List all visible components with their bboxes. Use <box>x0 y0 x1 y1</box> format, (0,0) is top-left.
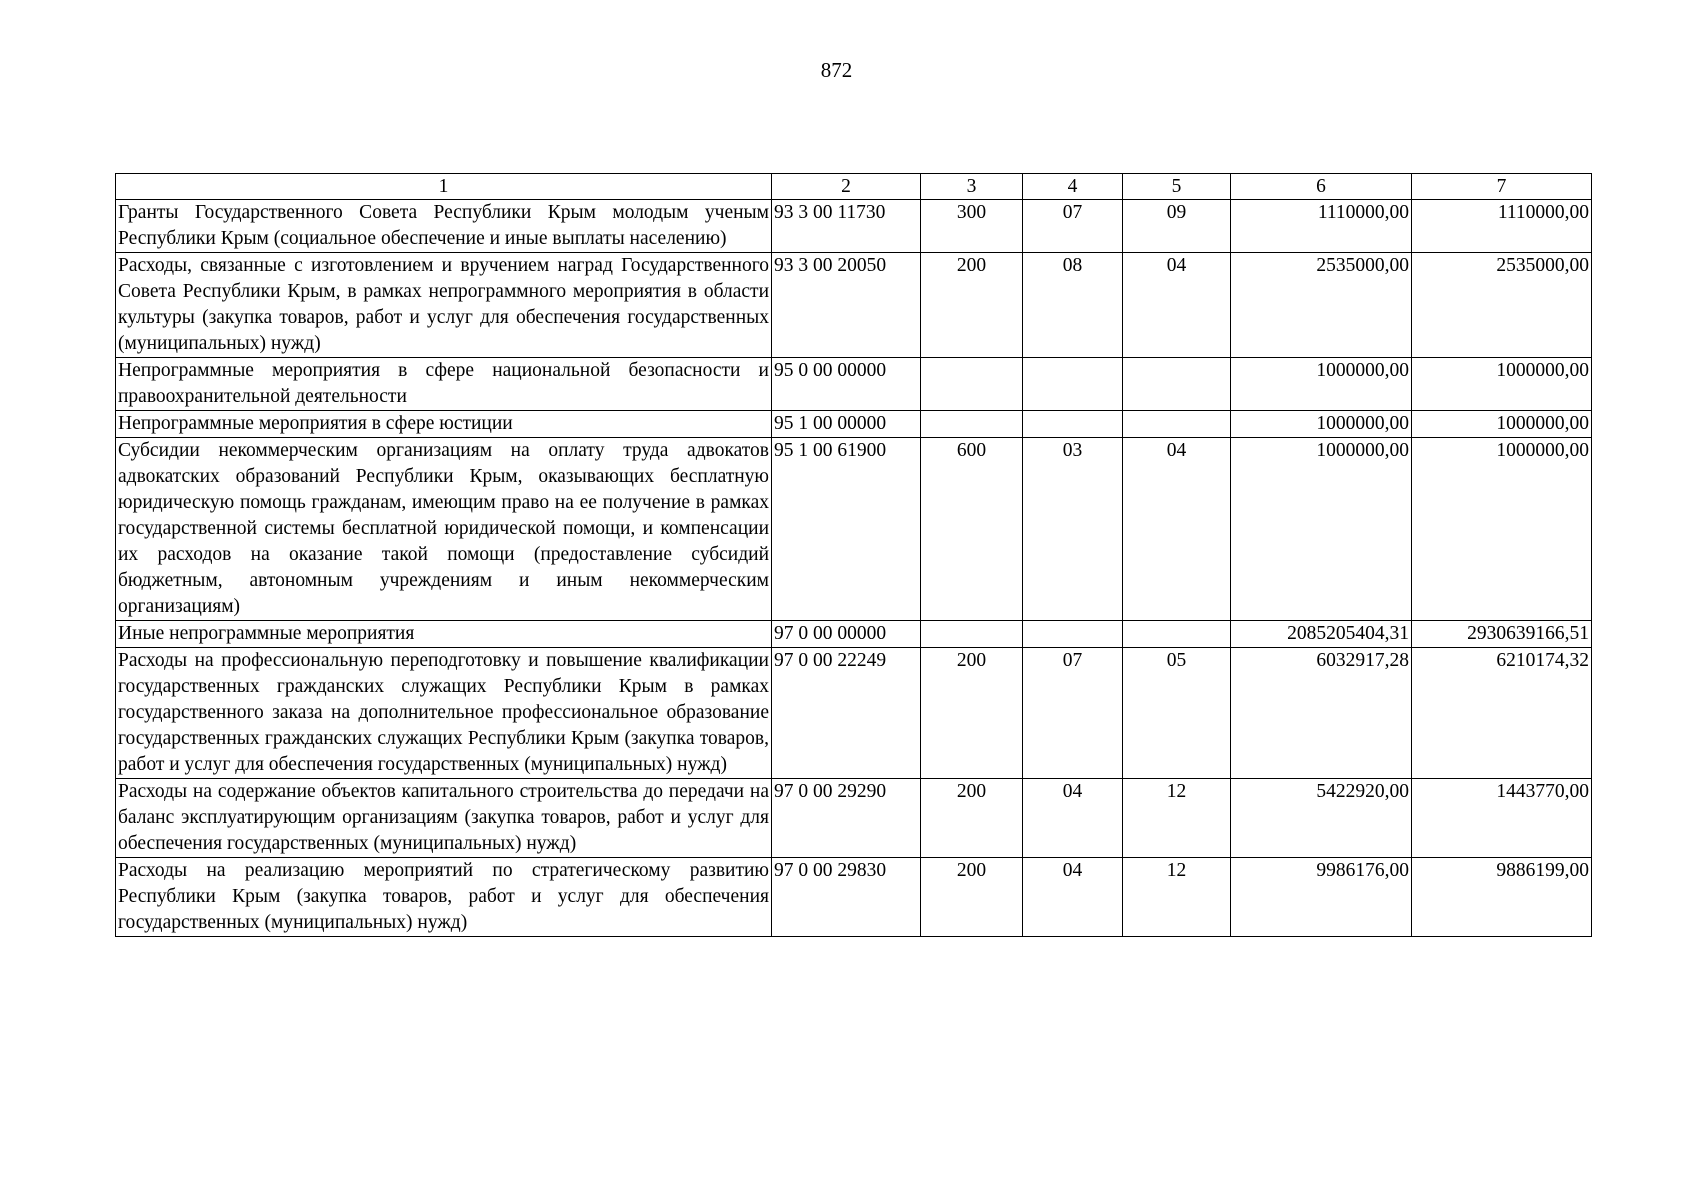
row-section-cell <box>1023 621 1123 648</box>
row-section-cell: 04 <box>1023 858 1123 937</box>
row-expense-type-cell: 200 <box>921 779 1023 858</box>
row-amount-col7-cell: 1000000,00 <box>1412 411 1592 438</box>
row-name-cell: Расходы на реализацию мероприятий по стратегическому развитию Республики Крым (закупка товаров, работ и услуг для обеспечения государственных (муниципальных) нужд) <box>116 858 772 937</box>
table-row <box>116 858 1592 937</box>
row-code-cell: 93 3 00 20050 <box>772 253 921 358</box>
row-section-cell <box>1023 358 1123 411</box>
row-code-cell: 95 0 00 00000 <box>772 358 921 411</box>
page-number: 872 <box>820 58 853 82</box>
row-subsection-cell: 04 <box>1123 253 1231 358</box>
row-expense-type-cell: 200 <box>921 648 1023 779</box>
row-code-cell: 97 0 00 29290 <box>772 779 921 858</box>
row-expense-type-cell <box>921 621 1023 648</box>
row-amount-col7-cell: 1000000,00 <box>1412 358 1592 411</box>
column-header-6: 6 <box>1231 174 1412 200</box>
row-amount-col6-cell: 1000000,00 <box>1231 411 1412 438</box>
row-section-cell: 08 <box>1023 253 1123 358</box>
row-section-cell: 07 <box>1023 200 1123 253</box>
column-header-3: 3 <box>921 174 1023 200</box>
row-code-cell: 95 1 00 00000 <box>772 411 921 438</box>
table-row <box>116 438 1592 621</box>
row-expense-type-cell <box>921 411 1023 438</box>
row-name-cell: Расходы на профессиональную переподготовку и повышение квалификации государственных гражданских служащих Республики Крым в рамках государственного заказа на дополнительное профессиональное образование государственных гражданских служащих Республики Крым (закупка товаров, работ и услуг для обеспечения государственных (муниципальных) нужд) <box>116 648 772 779</box>
row-section-cell: 07 <box>1023 648 1123 779</box>
row-amount-col6-cell: 1110000,00 <box>1231 200 1412 253</box>
row-name-cell: Непрограммные мероприятия в сфере национальной безопасности и правоохранительной деятельности <box>116 358 772 411</box>
table-row <box>116 779 1592 858</box>
table-row <box>116 648 1592 779</box>
row-name-cell: Субсидии некоммерческим организациям на оплату труда адвокатов адвокатских образований Республики Крым, оказывающих бесплатную юридическую помощь гражданам, имеющим право на ее получение в рамках государственной системы бесплатной юридической помощи, и компенсации их расходов на оказание такой помощи (предоставление субсидий бюджетным, автономным учреждениям и иным некоммерческим организациям) <box>116 438 772 621</box>
row-expense-type-cell: 600 <box>921 438 1023 621</box>
row-subsection-cell <box>1123 621 1231 648</box>
row-name-cell: Непрограммные мероприятия в сфере юстиции <box>116 411 772 438</box>
row-section-cell <box>1023 411 1123 438</box>
table-row <box>116 253 1592 358</box>
row-amount-col7-cell: 1110000,00 <box>1412 200 1592 253</box>
row-section-cell: 04 <box>1023 779 1123 858</box>
row-amount-col7-cell: 1443770,00 <box>1412 779 1592 858</box>
table-row <box>116 200 1592 253</box>
row-name-cell: Расходы, связанные с изготовлением и вручением наград Государственного Совета Республики Крым, в рамках непрограммного мероприятия в области культуры (закупка товаров, работ и услуг для обеспечения государственных (муниципальных) нужд) <box>116 253 772 358</box>
row-expense-type-cell: 200 <box>921 253 1023 358</box>
row-amount-col6-cell: 2535000,00 <box>1231 253 1412 358</box>
row-code-cell: 93 3 00 11730 <box>772 200 921 253</box>
row-name-cell: Расходы на содержание объектов капитального строительства до передачи на баланс эксплуатирующим организациям (закупка товаров, работ и услуг для обеспечения государственных (муниципальных) нужд) <box>116 779 772 858</box>
row-amount-col6-cell: 1000000,00 <box>1231 438 1412 621</box>
row-subsection-cell: 04 <box>1123 438 1231 621</box>
row-amount-col6-cell: 2085205404,31 <box>1231 621 1412 648</box>
column-number-row <box>116 174 1592 200</box>
row-amount-col7-cell: 2930639166,51 <box>1412 621 1592 648</box>
row-subsection-cell: 12 <box>1123 858 1231 937</box>
table-row <box>116 621 1592 648</box>
row-code-cell: 97 0 00 00000 <box>772 621 921 648</box>
column-header-5: 5 <box>1123 174 1231 200</box>
table-row <box>116 411 1592 438</box>
row-amount-col6-cell: 5422920,00 <box>1231 779 1412 858</box>
column-header-1: 1 <box>116 174 772 200</box>
row-subsection-cell: 05 <box>1123 648 1231 779</box>
row-expense-type-cell: 300 <box>921 200 1023 253</box>
row-subsection-cell <box>1123 358 1231 411</box>
row-name-cell: Гранты Государственного Совета Республики Крым молодым ученым Республики Крым (социальное обеспечение и иные выплаты населению) <box>116 200 772 253</box>
row-amount-col6-cell: 6032917,28 <box>1231 648 1412 779</box>
row-subsection-cell <box>1123 411 1231 438</box>
row-code-cell: 97 0 00 29830 <box>772 858 921 937</box>
column-header-4: 4 <box>1023 174 1123 200</box>
row-amount-col7-cell: 2535000,00 <box>1412 253 1592 358</box>
column-header-2: 2 <box>772 174 921 200</box>
row-amount-col6-cell: 1000000,00 <box>1231 358 1412 411</box>
row-code-cell: 97 0 00 22249 <box>772 648 921 779</box>
row-amount-col7-cell: 6210174,32 <box>1412 648 1592 779</box>
row-amount-col7-cell: 9886199,00 <box>1412 858 1592 937</box>
row-subsection-cell: 09 <box>1123 200 1231 253</box>
row-section-cell: 03 <box>1023 438 1123 621</box>
row-expense-type-cell <box>921 358 1023 411</box>
row-amount-col6-cell: 9986176,00 <box>1231 858 1412 937</box>
column-header-7: 7 <box>1412 174 1592 200</box>
row-expense-type-cell: 200 <box>921 858 1023 937</box>
table-row <box>116 358 1592 411</box>
row-subsection-cell: 12 <box>1123 779 1231 858</box>
row-code-cell: 95 1 00 61900 <box>772 438 921 621</box>
row-name-cell: Иные непрограммные мероприятия <box>116 621 772 648</box>
row-amount-col7-cell: 1000000,00 <box>1412 438 1592 621</box>
budget-table <box>115 173 1592 937</box>
